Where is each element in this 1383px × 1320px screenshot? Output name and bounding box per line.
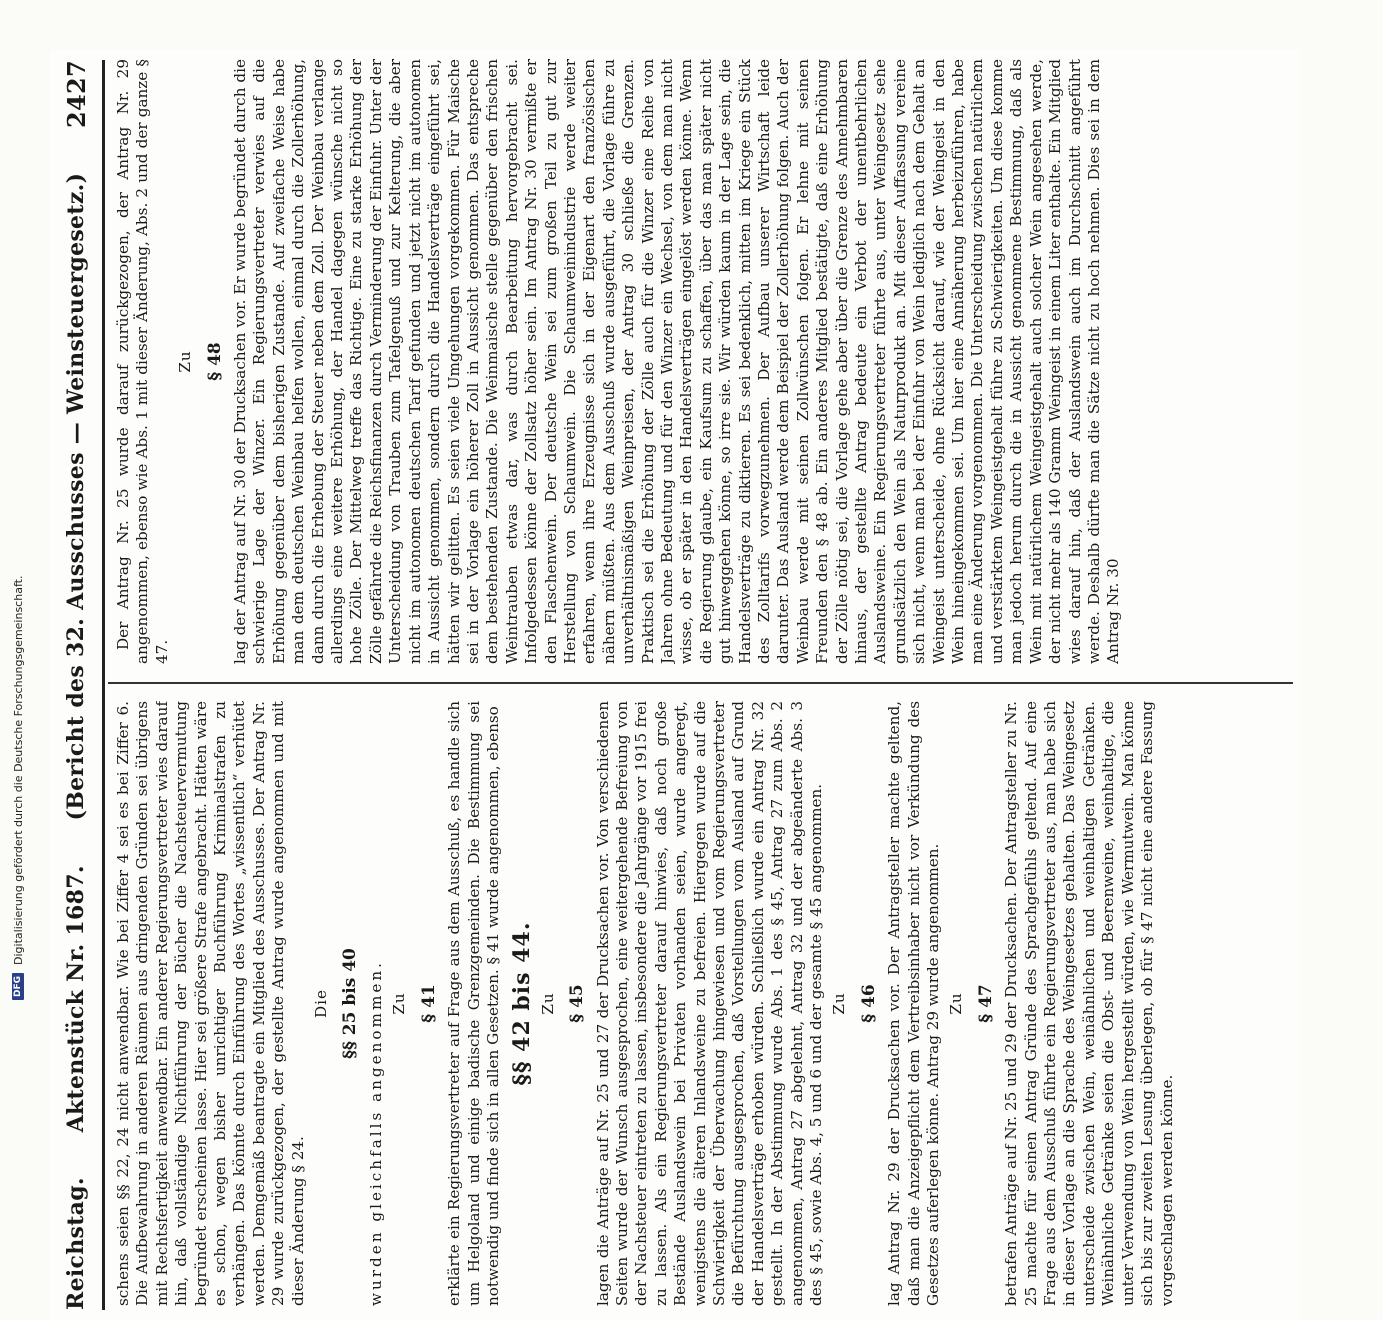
- header-reichstag: Reichstag.: [63, 1177, 89, 1310]
- left-column: [114, 701, 1294, 1306]
- page-number: 2427: [61, 60, 91, 129]
- dfg-logo: DFG: [12, 973, 24, 1000]
- transition-word: Die: [312, 988, 331, 1019]
- paragraph: schens seien §§ 22, 24 nicht anwendbar. Wie bei Ziffer 4 sei es bei Ziffer 6. Die Aufbewahrung in anderen Räumen aus dringenden Gründen sei übrigens mit Rechtsfertigkeit anwendbar. Ein anderer Regierungsvertreter wies darauf hin, daß vollständige Nichtführung der Bücher die Nachsteuervermutung begründet erscheinen lasse. Hier sei größere Strafe angebracht. Hätten wäre es schon, wegen bisher unrichtiger Buchführung Kriminalstrafen zu verhängen. Das könnte durch Einführung des Wortes „wissentlich“ verhütet werden. Demgemäß beantragte ein Mitglied des Ausschusses. Der Antrag Nr. 29 wurde zurückgezogen, der gestellte Antrag wurde angenommen und mit dieser Änderung § 24.: [114, 701, 307, 1306]
- section-heading: § 48: [204, 342, 225, 381]
- header-subtitle: (Bericht des 32. Ausschusses — Weinsteuergesetz.): [63, 172, 89, 821]
- transition-word: Zu: [538, 992, 557, 1015]
- digitization-note: [8, 20, 28, 1000]
- transition-word: Zu: [176, 350, 195, 373]
- paragraph: lagen die Anträge auf Nr. 25 und 27 der Drucksachen vor. Von verschiedenen Seiten wurde der Wunsch ausgesprochen, eine weitergehende Befreiung von der Nachsteuer eintreten zu lassen, insbesondere die Jahrgänge vor 1915 frei zu lassen. Als ein Regierungsvertreter darauf hinwies, daß noch große Bestände Auslandswein bei Privaten vorhanden seien, wurde angeregt, wenigstens die älteren Inlandsweine zu befreien. Hiergegen wurde auf die Schwierigkeit der Überwachung hingewiesen und vom Regierungsvertreter die Befürchtung ausgesprochen, daß Vorstellungen vom Ausland auf Grund der Handelsverträge erhoben würden. Schließlich wurde ein Antrag Nr. 32 gestellt. In der Abstimmung wurde Abs. 1 des § 45, Antrag 27 zum Abs. 2 angenommen, Antrag 27 abgelehnt, Antrag 32 und der abgeänderte Abs. 3 des § 45, sowie Abs. 4, 5 und 6 und der gesamte § 45 angenommen.: [593, 701, 825, 1306]
- section-heading: § 46: [858, 984, 879, 1023]
- paragraph: lag der Antrag auf Nr. 30 der Drucksachen vor. Er wurde begründet durch die schwierige Lage der Winzer. Ein Regierungsvertreter verwies auf die Erhöhung gegenüber dem bisherigen Zustande. Auf zweifache Weise habe man dem deutschen Weinbau helfen wollen, einmal durch die Zollerhöhung, dann durch die Erhebung der Steuer neben dem Zoll. Der Weinbau verlange allerdings eine weitere Erhöhung, der Handel dagegen wünsche nicht so hohe Zölle. Der Mittelweg treffe das Richtige. Eine zu starke Erhöhung der Zölle gefährde die Reichsfinanzen durch Verminderung der Einfuhr. Unter der Unterscheidung von Trauben zum Tafelgenuß und zur Kelterung, die aber nicht im autonomen deutschen Tarif gefunden und jetzt nicht im autonomen in Aussicht genommen, sondern durch die Handelsverträge eingeführt sei, hätten wir gelitten. Es seien viele Umgehungen vorgekommen. Für Maische sei in der Vorlage ein höherer Zoll in Aussicht genommen. Das entspreche dem bestehenden Zustande. Die Weinmaische stelle gegenüber den frischen Weintrauben etwas dar, was durch Bearbeitung hervorgebracht sei. Infolgedessen könne der Zollsatz höher sein. Im Antrag Nr. 30 vermißte er den Flaschenwein. Der deutsche Wein sei zum großen Teil zu gut zur Herstellung von Schaumwein. Die Schaumweinindustrie werde weiter erfahren, wenn ihre Erzeugnisse sich in der Eigenart den französischen nähern müßten. Aus dem Ausschuß wurde ausgeführt, die Vorlage führe zu unverhältnismäßigen Weinpreisen, der Antrag 30 schließe die Grenzen. Praktisch sei die Erhöhung der Zölle auch für die Winzer eine Reihe von Jahren ohne Bedeutung und für den Winzer ein Wechsel, von dem man nicht wisse, ob er später in den Handelsverträgen eingelöst werden könne. Wenn die Regierung glaube, ein Kaufsum zu schaffen, über das man später nicht gut hinweggehen könne, so irre sie. Wir würden kaum in der Lage sein, die Handelsverträge zu diktieren. Es sei bedenklich, mitten im Kriege ein Stück des Zolltarifs vorwegzunehmen. Der Aufbau unserer Wirtschaft leide darunter. Das Ausland werde dem Beispiel der Zollerhöhung folgen. Auch der Weinbau werde mit seinen Zollwünschen folgen. Er lehne mit seinen Freunden den § 48 ab. Ein anderes Mitglied bestätigte, daß eine Erhöhung der Zölle nötig sei, die Vorlage gehe aber über die Grenze des Annehmbaren hinaus, der gestellte Antrag bedeute ein Verbot der unentbehrlichen Auslandsweine. Ein Regierungsvertreter führte aus, unter Weingesetz sehe grundsätzlich den Wein als Naturprodukt an. Mit dieser Auffassung vereine sich nicht, wenn man bei der Einfuhr von Wein lediglich nach dem Gehalt an Weingeist unterscheide, ohne Rücksicht darauf, wie der Weingeist in den Wein hineingekommen sei. Um hier eine Annäherung herbeizuführen, habe man eine Änderung vorgenommen. Die Unterscheidung zwischen natürlichem und verstärktem Weingeistgehalt führe zu Schwierigkeiten. Um diese komme man jedoch herum durch die in Aussicht genommene Bestimmung, daß als Wein mit natürlichem Weingeistgehalt auch solcher Wein angesehen werde, der nicht mehr als 140 Gramm Weingeist in einem Liter enthalte. Ein Mitglied wies darauf hin, daß der Auslandswein auch im Durchschnitt angeführt werde. Deshalb dürfte man die Sätze nicht zu hoch nehmen. Dies sei in dem Antrag Nr. 30: [231, 59, 1123, 664]
- transition-word: Zu: [947, 992, 966, 1015]
- section-heading: §§ 25 bis 40: [340, 948, 361, 1059]
- paragraph: erklärte ein Regierungsvertreter auf Frage aus dem Ausschuß, es handle sich um Helgoland und einige badische Grenzgemeinden. Die Bestimmung sei notwendig und finde sich in allen Gesetzen. § 41 wurde angenommen, ebenso: [445, 701, 502, 1306]
- paragraph: Der Antrag Nr. 25 wurde darauf zurückgezogen, der Antrag Nr. 29 angenommen, ebenso wie Abs. 1 mit dieser Änderung, Abs. 2 und der ganze § 47.: [114, 59, 171, 664]
- section-heading: § 45: [567, 984, 588, 1023]
- page-header: [54, 60, 98, 1310]
- rotated-page: [50, 50, 1300, 1320]
- header-rule: [102, 60, 105, 1310]
- transition-word: Zu: [390, 992, 409, 1015]
- digitization-text: Digitalisierung gefördert durch die Deutsche Forschungsgemeinschaft.: [11, 575, 25, 965]
- section-heading: §§ 42 bis 44.: [509, 921, 536, 1086]
- section-heading: § 41: [418, 984, 439, 1023]
- column-divider: [108, 682, 1293, 684]
- transition-word: Zu: [830, 992, 849, 1015]
- paragraph: betrafen Anträge auf Nr. 25 und 29 der Drucksachen. Der Antragsteller zu Nr. 25 machte für seinen Antrag Gründe des Sprachgefühls geltend. Auf eine Frage aus dem Ausschuß führte ein Regierungsvertreter aus, man habe sich in dieser Vorlage an die Sprache des Weingesetzes gehalten. Das Weingesetz unterscheide zwischen Wein, weinähnlichen und weinhaltigen Getränken. Weinähnliche Getränke seien die Obst- und Beerenweine, weinhaltige, die unter Verwendung von Wein hergestellt würden, wie Wermutwein. Man könne sich bis zur zweiten Lesung überlegen, ob für § 47 nicht eine andere Fassung vorgeschlagen werden könne.: [1002, 701, 1176, 1306]
- paragraph: lag Antrag Nr. 29 der Drucksachen vor. Der Antragsteller machte geltend, daß man die Anzeigepflicht dem Vertreibsinhaber nicht vor Verkündung des Gesetzes auferlegen könne. Antrag 29 wurde angenommen.: [885, 701, 943, 1306]
- section-heading: § 47: [975, 984, 996, 1023]
- header-title: Aktenstück Nr. 1687.: [63, 865, 89, 1133]
- paragraph: wurden gleichfalls angenommen.: [366, 960, 385, 1306]
- right-column: [114, 59, 1294, 664]
